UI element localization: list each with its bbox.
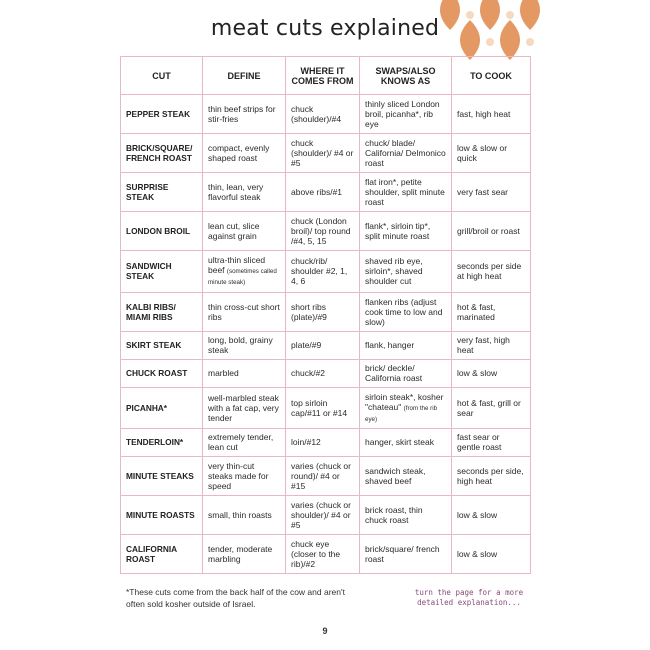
cell-cook [452,251,531,292]
table-row [121,534,531,573]
cell-swaps [360,173,452,212]
cell-cut-text: SURPRISE STEAK [126,182,169,203]
cell-where-text: top sirloin cap/#11 or #14 [291,397,348,418]
cell-define [203,495,286,534]
table-row [121,387,531,428]
cell-cook [452,95,531,134]
cell-cook-text: fast, high heat [457,109,511,120]
cell-cook-text: low & slow or quick [457,143,508,164]
cell-cut-text: KALBI RIBS/ MIAMI RIBS [126,301,176,322]
cell-define [203,331,286,359]
cell-cut-text: PEPPER STEAK [126,109,191,120]
table-row [121,95,531,134]
header-swaps: SWAPS/ALSO KNOWS AS [360,57,452,95]
cell-swaps-text: brick roast, thin chuck roast [365,504,423,525]
cell-where-text: varies (chuck or round)/ #4 or #15 [291,460,351,491]
cell-where-text: chuck (London broil)/ top round /#4, 5, 15 [291,216,351,247]
cell-where [286,212,360,251]
cell-define-text: tender, moderate marbling [208,543,273,564]
cell-cut-text: MINUTE ROASTS [126,509,195,520]
cell-swaps [360,134,452,173]
cell-cut-text: TENDERLOIN* [126,437,184,448]
cell-swaps [360,428,452,456]
cell-cook-text: low & slow [457,509,498,520]
cell-swaps [360,387,452,428]
cell-cook [452,456,531,495]
cell-where [286,387,360,428]
cell-where-text: varies (chuck or shoulder)/ #4 or #5 [291,499,351,530]
cell-swaps-text: flank, hanger [365,340,415,351]
cell-cook-text: seconds per side at high heat [457,261,522,282]
cell-define-note: (sometimes called minute steak) [208,268,277,287]
table-row [121,251,531,292]
cell-swaps [360,534,452,573]
cell-define [203,428,286,456]
cell-where-text: chuck (shoulder)/ #4 or #5 [291,138,354,169]
cell-swaps-text: flat iron*, petite shoulder, split minute roast [365,177,445,208]
cell-swaps-text: thinly sliced London broil, picanha*, rib eye [365,99,440,130]
table-header-row [121,57,531,95]
cell-swaps [360,292,452,331]
cell-swaps-text: brick/square/ french roast [365,543,440,564]
cell-define [203,387,286,428]
cell-cut-text: SKIRT STEAK [126,340,182,351]
table-row [121,134,531,173]
cell-where-text: short ribs (plate)/#9 [291,301,327,322]
cell-cook-text: hot & fast, grill or sear [457,397,521,418]
cell-where [286,495,360,534]
cell-swaps [360,251,452,292]
cell-define [203,534,286,573]
cell-define [203,134,286,173]
cell-cook [452,134,531,173]
handwritten-note: turn the page for a more detailed explanation... [414,588,524,607]
cell-cut-text: BRICK/SQUARE/ FRENCH ROAST [126,143,193,164]
cell-cook-text: seconds per side, high heat [457,465,524,486]
cell-define [203,95,286,134]
cell-cut-text: SANDWICH STEAK [126,261,172,282]
cell-cut-text: MINUTE STEAKS [126,470,194,481]
cell-where [286,331,360,359]
cell-where-text: chuck/#2 [291,368,326,379]
cell-cook [452,428,531,456]
cell-cook-text: hot & fast, marinated [457,301,496,322]
header-define: DEFINE [203,57,286,95]
cell-where-text: chuck eye (closer to the rib)/#2 [291,538,341,569]
cell-cook-text: grill/broil or roast [457,226,520,237]
cell-cook [452,173,531,212]
footnote: *These cuts come from the back half of the cow and aren't often sold kosher outside of Israel. [126,587,345,609]
cell-cook-text: low & slow [457,368,498,379]
cell-define-text: lean cut, slice against grain [208,221,260,242]
cell-swaps [360,95,452,134]
cell-where-text: plate/#9 [291,340,322,351]
cell-where-text: chuck/rib/ shoulder #2, 1, 4, 6 [291,256,348,287]
cell-where [286,534,360,573]
cell-cut [121,428,203,456]
cell-cook-text: fast sear or gentle roast [457,432,502,453]
cell-cook [452,387,531,428]
cell-swaps [360,212,452,251]
table-row [121,359,531,387]
cell-cook [452,331,531,359]
meat-cuts-table [120,56,531,574]
cell-cut [121,331,203,359]
cell-cut [121,456,203,495]
cell-where-text: chuck (shoulder)/#4 [291,104,342,125]
cell-where [286,173,360,212]
cell-define-text: marbled [208,368,239,379]
cell-swaps [360,331,452,359]
cell-swaps [360,495,452,534]
cell-swaps-text: chuck/ blade/ California/ Delmonico roast [365,138,446,169]
cell-cook [452,534,531,573]
cell-define-text: extremely tender, lean cut [208,432,274,453]
cell-define [203,173,286,212]
cell-swaps-text: brick/ deckle/ California roast [365,363,423,384]
cell-cook-text: very fast, high heat [457,335,510,356]
cell-where [286,359,360,387]
cell-where [286,251,360,292]
cell-define [203,292,286,331]
cell-where [286,292,360,331]
cell-cut [121,212,203,251]
cell-swaps-text: shaved rib eye, sirloin*, shaved shoulder cut [365,256,423,287]
cell-cut [121,495,203,534]
cell-define-text: thin beef strips for stir-fries [208,104,276,125]
cell-define-text: small, thin roasts [208,509,272,520]
page-title: meat cuts explained [210,16,440,41]
cell-cook [452,212,531,251]
page-number: 9 [322,626,328,636]
cell-cook-text: low & slow [457,548,498,559]
cell-define [203,359,286,387]
header-cook: TO COOK [452,57,531,95]
table-row [121,495,531,534]
table-row [121,173,531,212]
cell-cut [121,95,203,134]
cell-define-text: ultra-thin sliced beef [208,255,266,276]
table-row [121,331,531,359]
cell-where-text: loin/#12 [291,437,321,448]
table-row [121,292,531,331]
cell-swaps-text: flank*, sirloin tip*, split minute roast [365,221,431,242]
cell-swaps-text: sirloin steak*, kosher "chateau" [365,391,444,412]
cell-cook [452,292,531,331]
cell-define-text: well-marbled steak with a fat cap, very tender [208,392,279,423]
cell-define-text: thin cross-cut short ribs [208,301,280,322]
cell-swaps [360,456,452,495]
header-cut: CUT [121,57,203,95]
cell-cut [121,534,203,573]
cell-define-text: long, bold, grainy steak [208,335,273,356]
header-where: WHERE IT COMES FROM [286,57,360,95]
cell-swaps [360,359,452,387]
cell-where [286,95,360,134]
cell-cut [121,292,203,331]
cell-define [203,212,286,251]
cell-cut [121,173,203,212]
cell-cook-text: very fast sear [457,187,509,198]
cell-where [286,134,360,173]
cell-cook [452,359,531,387]
table-row [121,428,531,456]
cell-cut [121,134,203,173]
cell-swaps-text: sandwich steak, shaved beef [365,465,426,486]
cell-define [203,251,286,292]
table-row [121,456,531,495]
cell-cut [121,387,203,428]
cell-cut-text: LONDON BROIL [126,226,191,237]
cell-cook [452,495,531,534]
cell-cut-text: CALIFORNIA ROAST [126,543,177,564]
cell-swaps-text: hanger, skirt steak [365,437,434,448]
cell-where [286,428,360,456]
cell-swaps-note: (from the rib eye) [365,404,438,423]
cell-cut-text: PICANHA* [126,402,168,413]
cell-define-text: thin, lean, very flavorful steak [208,182,264,203]
cell-cut-text: CHUCK ROAST [126,368,188,379]
cell-define-text: compact, evenly shaped roast [208,143,270,164]
cell-cut [121,359,203,387]
cell-where [286,456,360,495]
cell-swaps-text: flanken ribs (adjust cook time to low and slow) [365,296,443,327]
table-row [121,212,531,251]
cell-define-text: very thin-cut steaks made for speed [208,460,269,491]
cell-where-text: above ribs/#1 [291,187,343,198]
cell-define [203,456,286,495]
cell-cut [121,251,203,292]
